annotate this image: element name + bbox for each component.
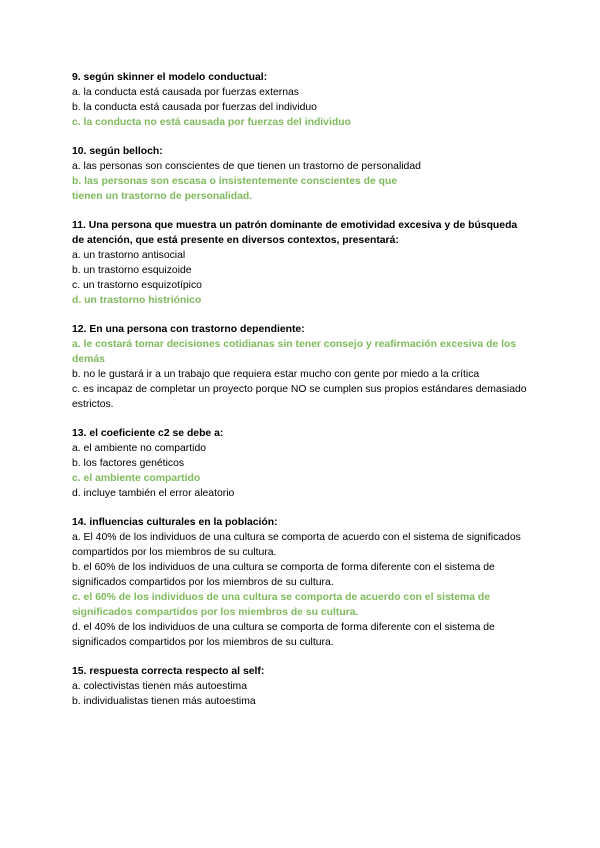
document-page <box>72 70 532 723</box>
option-d: d. incluye también el error aleatorio <box>72 488 235 499</box>
option-c-correct: c. el ambiente compartido <box>72 473 201 484</box>
question-title: 10. según belloch: <box>72 146 163 157</box>
question-13 <box>72 426 532 501</box>
option-c: c. es incapaz de completar un proyecto porque NO se cumplen sus propios estándares demasiado estrictos. <box>72 384 527 410</box>
question-11 <box>72 218 532 308</box>
question-title: 9. según skinner el modelo conductual: <box>72 72 268 83</box>
question-title: 14. influencias culturales en la población: <box>72 517 278 528</box>
option-a-correct: a. le costará tomar decisiones cotidianas sin tener consejo y reafirmación excesiva de los demás <box>72 339 517 365</box>
option-b: b. no le gustará ir a un trabajo que requiera estar mucho con gente por miedo a la crítica <box>72 369 480 380</box>
option-b: b. la conducta está causada por fuerzas del individuo <box>72 102 317 113</box>
option-c: c. un trastorno esquizotípico <box>72 280 202 291</box>
option-b: b. individualistas tienen más autoestima <box>72 696 256 707</box>
option-a: a. El 40% de los individuos de una cultura se comporta de acuerdo con el sistema de significados compartidos por los miembros de su cultura. <box>72 532 521 558</box>
option-a: a. la conducta está causada por fuerzas externas <box>72 87 300 98</box>
option-a: a. un trastorno antisocial <box>72 250 186 261</box>
option-b: b. los factores genéticos <box>72 458 185 469</box>
question-12 <box>72 322 532 412</box>
question-title: 12. En una persona con trastorno dependiente: <box>72 324 305 335</box>
option-b: b. un trastorno esquizoide <box>72 265 192 276</box>
option-a: a. colectivistas tienen más autoestima <box>72 681 247 692</box>
question-title: 13. el coeficiente c2 se debe a: <box>72 428 224 439</box>
option-d: d. el 40% de los individuos de una cultura se comporta de forma diferente con el sistema de significados compartidos por los miembros de su cultura. <box>72 622 495 648</box>
option-d-correct: d. un trastorno histriónico <box>72 295 202 306</box>
question-title: 15. respuesta correcta respecto al self: <box>72 666 265 677</box>
question-9 <box>72 70 532 130</box>
option-a: a. el ambiente no compartido <box>72 443 207 454</box>
question-10 <box>72 144 532 204</box>
question-title: 11. Una persona que muestra un patrón dominante de emotividad excesiva y de búsqueda de atención, que está presente en diversos contextos, presentará: <box>72 220 518 246</box>
option-b: b. el 60% de los individuos de una cultura se comporta de forma diferente con el sistema de significados compartidos por los miembros de su cultura. <box>72 562 495 588</box>
option-b-correct: b. las personas son escasa o insistentemente conscientes de que tienen un trastorno de personalidad. <box>72 176 398 202</box>
option-c-correct: c. la conducta no está causada por fuerzas del individuo <box>72 117 351 128</box>
option-c-correct: c. el 60% de los individuos de una cultura se comporta de acuerdo con el sistema de significados compartidos por los miembros de su cultura. <box>72 592 491 618</box>
option-a: a. las personas son conscientes de que tienen un trastorno de personalidad <box>72 161 421 172</box>
question-14 <box>72 515 532 650</box>
question-15 <box>72 664 532 709</box>
